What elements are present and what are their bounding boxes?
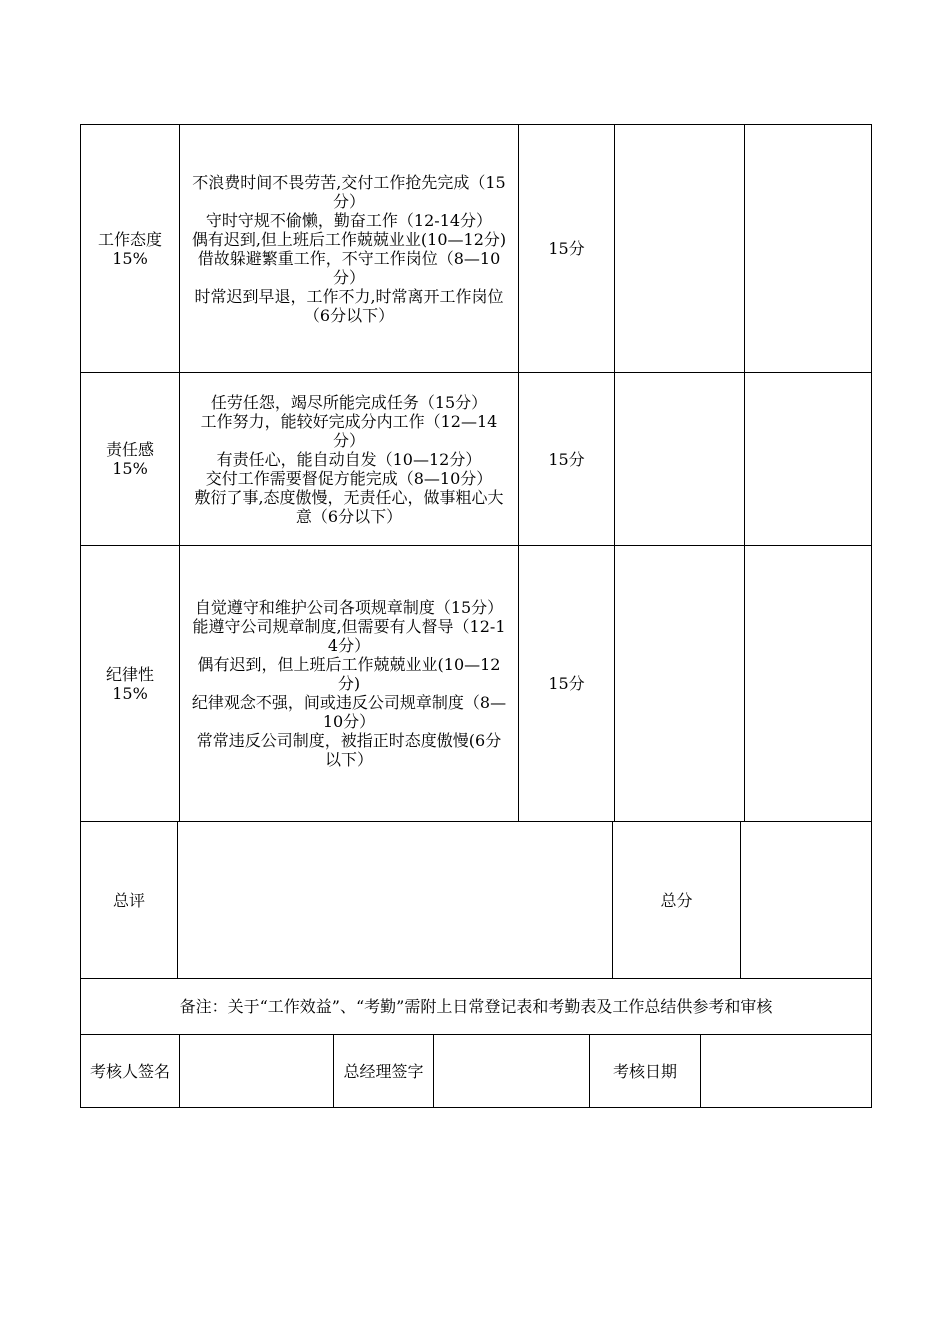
category-label: 纪律性 — [105, 664, 154, 684]
table-row — [81, 546, 872, 822]
max-score-cell: 15分 — [519, 546, 615, 822]
category-cell — [81, 546, 180, 822]
criteria-table — [80, 124, 872, 822]
category-label: 工作态度 — [97, 229, 162, 249]
signature-row — [81, 1035, 872, 1108]
criteria-cell — [180, 373, 519, 546]
self-score-cell[interactable] — [615, 125, 745, 373]
max-score-cell: 15分 — [519, 125, 615, 373]
category-cell — [81, 125, 180, 373]
reviewer-score-cell[interactable] — [745, 125, 872, 373]
criterion: 偶有迟到,但上班后工作兢兢业业(10—12分) — [191, 229, 507, 249]
category-cell — [81, 373, 180, 546]
criterion: 能遵守公司规章制度,但需要有人督导（12-14分） — [192, 617, 506, 655]
assessor-signature-label — [81, 1035, 180, 1108]
reviewer-score-cell[interactable] — [745, 373, 872, 546]
manager-label-text: 总经理签字 — [343, 1061, 424, 1081]
date-label: 考核日期 — [590, 1035, 701, 1108]
manager-signature-label — [334, 1035, 434, 1108]
criterion: 不浪费时间不畏劳苦,交付工作抢先完成（15分） — [192, 172, 506, 211]
weight-label: 15% — [112, 683, 148, 703]
comment-field[interactable] — [178, 822, 613, 979]
criteria-cell — [180, 125, 519, 373]
weight-label: 15% — [112, 248, 148, 268]
criterion: 时常迟到早退，工作不力,时常离开工作岗位（6分以下） — [194, 286, 504, 325]
criterion: 敷衍了事,态度傲慢，无责任心，做事粗心大意（6分以下） — [194, 487, 504, 526]
assessor-signature-field[interactable] — [180, 1035, 334, 1108]
criterion: 工作努力，能较好完成分内工作（12—14分） — [200, 411, 498, 450]
manager-signature-field[interactable] — [434, 1035, 590, 1108]
criterion: 交付工作需要督促方能完成（8—10分） — [205, 468, 493, 488]
criteria-cell — [180, 546, 519, 822]
criterion: 借故躲避繁重工作，不守工作岗位（8—10分） — [197, 248, 501, 287]
self-score-cell[interactable] — [615, 546, 745, 822]
weight-label: 15% — [112, 459, 148, 478]
table-row — [81, 125, 872, 373]
criterion: 有责任心，能自动自发（10—12分） — [216, 449, 482, 469]
remarks-note: 备注：关于“工作效益”、“考勤”需附上日常登记表和考勤表及工作总结供参考和审核 — [81, 979, 872, 1035]
signature-table — [80, 1034, 872, 1108]
category-label: 责任感 — [105, 440, 154, 459]
reviewer-score-cell[interactable] — [745, 546, 872, 822]
assessor-label-text: 考核人签名 — [89, 1061, 170, 1081]
summary-row — [81, 822, 872, 979]
note-row — [81, 979, 872, 1035]
self-score-cell[interactable] — [615, 373, 745, 546]
summary-table — [80, 821, 872, 1035]
total-field[interactable] — [741, 822, 872, 979]
criterion: 任劳任怨，竭尽所能完成任务（15分） — [210, 392, 488, 412]
max-score-cell: 15分 — [519, 373, 615, 546]
comment-label: 总评 — [81, 822, 178, 979]
criterion: 纪律观念不强，间或违反公司规章制度（8—10分） — [191, 693, 507, 731]
date-field[interactable] — [701, 1035, 872, 1108]
criterion: 自觉遵守和维护公司各项规章制度（15分） — [194, 598, 504, 617]
table-row — [81, 373, 872, 546]
total-label: 总分 — [613, 822, 741, 979]
criterion: 偶有迟到，但上班后工作兢兢业业(10—12分) — [197, 655, 501, 693]
appraisal-form — [80, 124, 871, 1108]
criterion: 守时守规不偷懒，勤奋工作（12-14分） — [205, 210, 493, 230]
criterion: 常常违反公司制度，被指正时态度傲慢(6分以下） — [196, 731, 502, 769]
